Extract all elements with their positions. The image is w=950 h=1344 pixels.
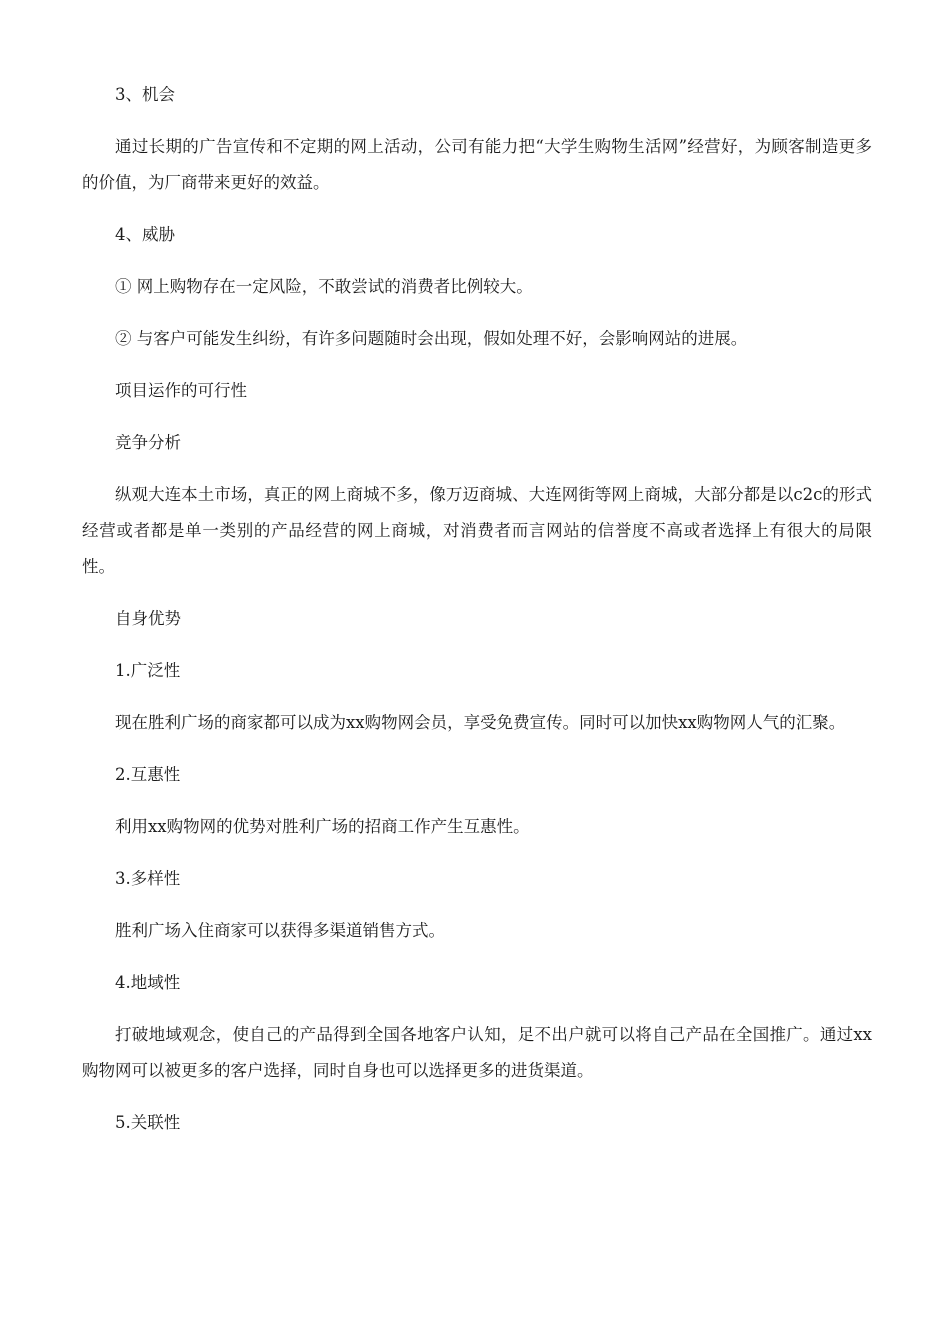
section-heading-threat: 4、威胁 (115, 225, 175, 244)
paragraph-breadth: 现在胜利广场的商家都可以成为xx购物网会员，享受免费宣传。同时可以加快xx购物网人气的汇聚。 (115, 713, 846, 732)
paragraph-opportunity: 通过长期的广告宣传和不定期的网上活动，公司有能力把“大学生购物生活网”经营好，为顾客制造更多的价值，为厂商带来更好的效益。 (82, 137, 872, 192)
document-body (82, 77, 872, 1157)
paragraph-reciprocity: 利用xx购物网的优势对胜利广场的招商工作产生互惠性。 (115, 817, 530, 836)
paragraph-regional: 打破地域观念，使自己的产品得到全国各地客户认知，足不出户就可以将自己产品在全国推广。通过xx购物网可以被更多的客户选择，同时自身也可以选择更多的进货渠道。 (82, 1025, 872, 1080)
item-heading-reciprocity: 2.互惠性 (115, 765, 181, 784)
section-heading-advantages: 自身优势 (115, 609, 181, 628)
paragraph-competition: 纵观大连本土市场，真正的网上商城不多，像万迈商城、大连网街等网上商城，大部分都是以c2c的形式经营或者都是单一类别的产品经营的网上商城，对消费者而言网站的信誉度不高或者选择上有很大的局限性。 (82, 485, 872, 576)
item-heading-breadth: 1.广泛性 (115, 661, 181, 680)
paragraph-threat-2: ② 与客户可能发生纠纷，有许多问题随时会出现，假如处理不好，会影响网站的进展。 (115, 329, 748, 348)
paragraph-diversity: 胜利广场入住商家可以获得多渠道销售方式。 (115, 921, 445, 940)
paragraph-threat-1: ① 网上购物存在一定风险，不敢尝试的消费者比例较大。 (115, 277, 533, 296)
section-heading-opportunity: 3、机会 (115, 85, 175, 104)
item-heading-diversity: 3.多样性 (115, 869, 181, 888)
item-heading-relevance: 5.关联性 (115, 1113, 181, 1132)
item-heading-regional: 4.地域性 (115, 973, 181, 992)
section-heading-competition: 竞争分析 (115, 433, 181, 452)
section-heading-feasibility: 项目运作的可行性 (115, 381, 247, 400)
